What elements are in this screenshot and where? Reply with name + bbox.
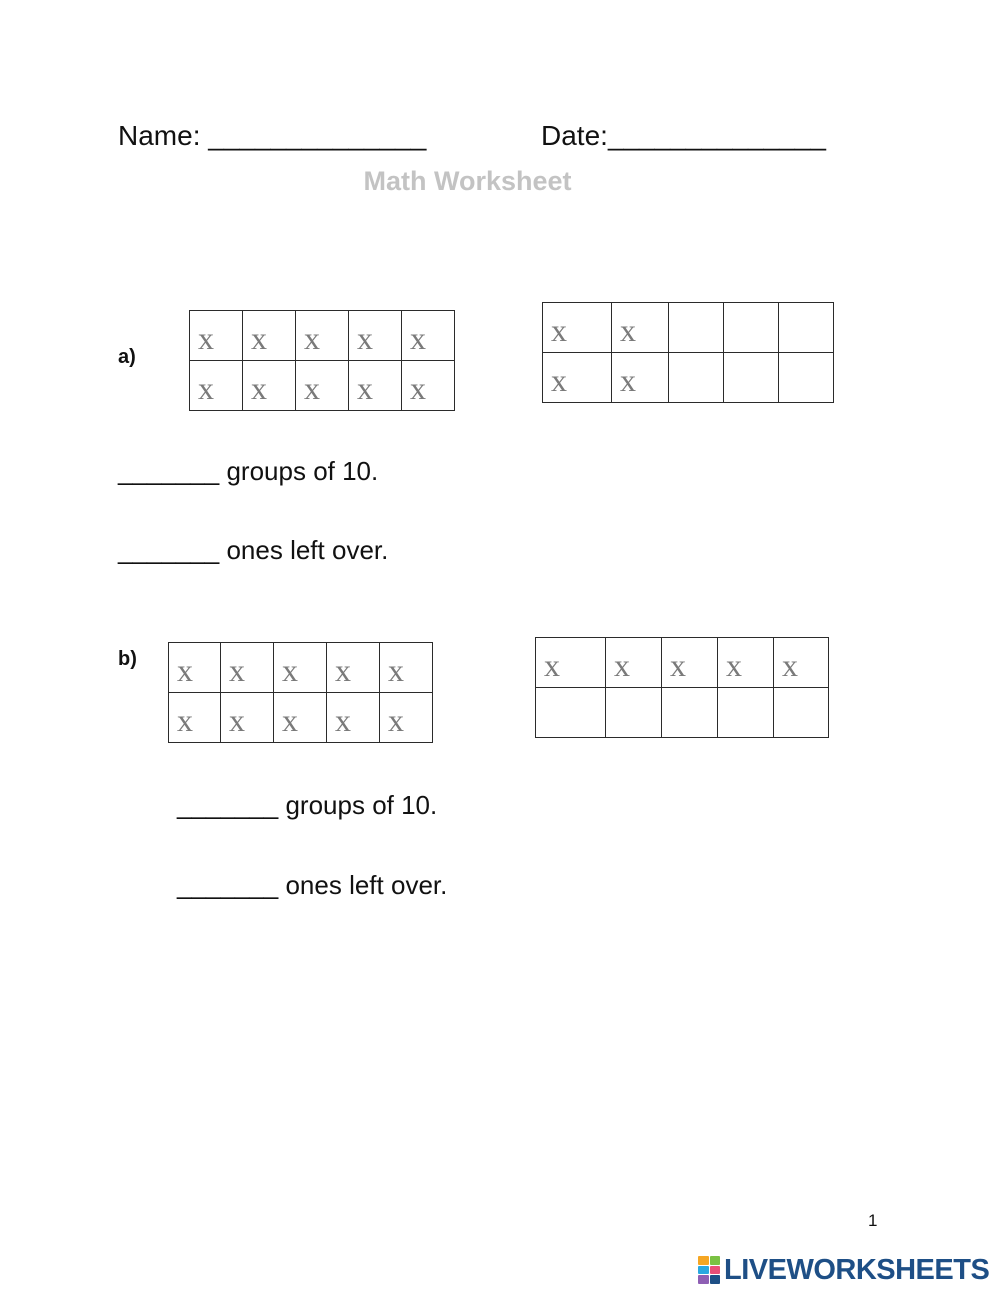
frame-cell: x (410, 319, 426, 356)
date-field (541, 120, 826, 152)
logo-block (698, 1266, 709, 1275)
frame-cell: x (614, 646, 630, 683)
frame-cell: x (304, 369, 320, 406)
logo-block (710, 1266, 721, 1275)
name-blank[interactable]: ______________ (208, 120, 427, 151)
frame-cell (779, 385, 787, 389)
frame-cell (724, 385, 732, 389)
frame-cell (662, 720, 670, 724)
frame-cell: x (782, 646, 798, 683)
date-label: Date: (541, 120, 608, 151)
frame-cell: x (251, 369, 267, 406)
logo-block (710, 1275, 721, 1284)
part-a-groups-line (118, 456, 378, 487)
part-b-ones-line (177, 870, 447, 901)
groups-answer-blank[interactable]: _______ (118, 456, 220, 486)
part-a-label: a) (118, 346, 136, 368)
part-b-groups-line (177, 790, 437, 821)
frame-cell: x (620, 311, 636, 348)
brand-name: LIVEWORKSHEETS (724, 1253, 990, 1286)
frame-cell: x (670, 646, 686, 683)
frame-cell: x (388, 701, 404, 738)
frame-cell: x (410, 369, 426, 406)
frame-cell: x (335, 701, 351, 738)
name-field (118, 120, 426, 152)
frame-cell: x (229, 701, 245, 738)
name-label: Name: (118, 120, 201, 151)
frame-cell: x (229, 651, 245, 688)
frame-cell: x (198, 319, 214, 356)
frame-cell: x (620, 361, 636, 398)
frame-cell: x (198, 369, 214, 406)
part-a-ten-frame-full (189, 310, 455, 411)
groups-text: groups of 10. (226, 456, 379, 486)
frame-cell: x (335, 651, 351, 688)
frame-cell: x (282, 701, 298, 738)
page-title: Math Worksheet (363, 166, 572, 196)
frame-cell (779, 335, 787, 339)
frame-cell: x (177, 701, 193, 738)
frame-cell: x (251, 319, 267, 356)
frame-cell: x (304, 319, 320, 356)
frame-cell: x (357, 319, 373, 356)
part-b-label: b) (118, 648, 137, 670)
frame-cell: x (544, 646, 560, 683)
logo-block (698, 1256, 709, 1265)
part-b-ten-frame-partial (535, 637, 829, 738)
frame-cell (718, 720, 726, 724)
frame-cell: x (551, 361, 567, 398)
frame-cell: x (357, 369, 373, 406)
part-a-ones-line (118, 535, 388, 566)
frame-cell: x (177, 651, 193, 688)
frame-cell (724, 335, 732, 339)
liveworksheets-logo-icon (698, 1256, 720, 1284)
liveworksheets-logo[interactable] (698, 1254, 989, 1286)
frame-cell: x (388, 651, 404, 688)
logo-block (710, 1256, 721, 1265)
frame-cell (774, 720, 782, 724)
part-b-ten-frame-full (168, 642, 433, 743)
frame-cell (606, 720, 614, 724)
date-blank[interactable]: ______________ (607, 120, 826, 151)
page-number: 1 (868, 1211, 878, 1230)
frame-cell (536, 720, 544, 724)
frame-cell (669, 385, 677, 389)
frame-cell (669, 335, 677, 339)
groups-answer-blank[interactable]: _______ (177, 790, 279, 820)
ones-answer-blank[interactable]: _______ (177, 870, 279, 900)
ones-answer-blank[interactable]: _______ (118, 535, 220, 565)
frame-cell: x (726, 646, 742, 683)
ones-text: ones left over. (226, 535, 389, 565)
frame-cell: x (551, 311, 567, 348)
groups-text: groups of 10. (285, 790, 438, 820)
logo-block (698, 1275, 709, 1284)
frame-cell: x (282, 651, 298, 688)
ones-text: ones left over. (285, 870, 448, 900)
part-a-ten-frame-partial (542, 302, 834, 403)
